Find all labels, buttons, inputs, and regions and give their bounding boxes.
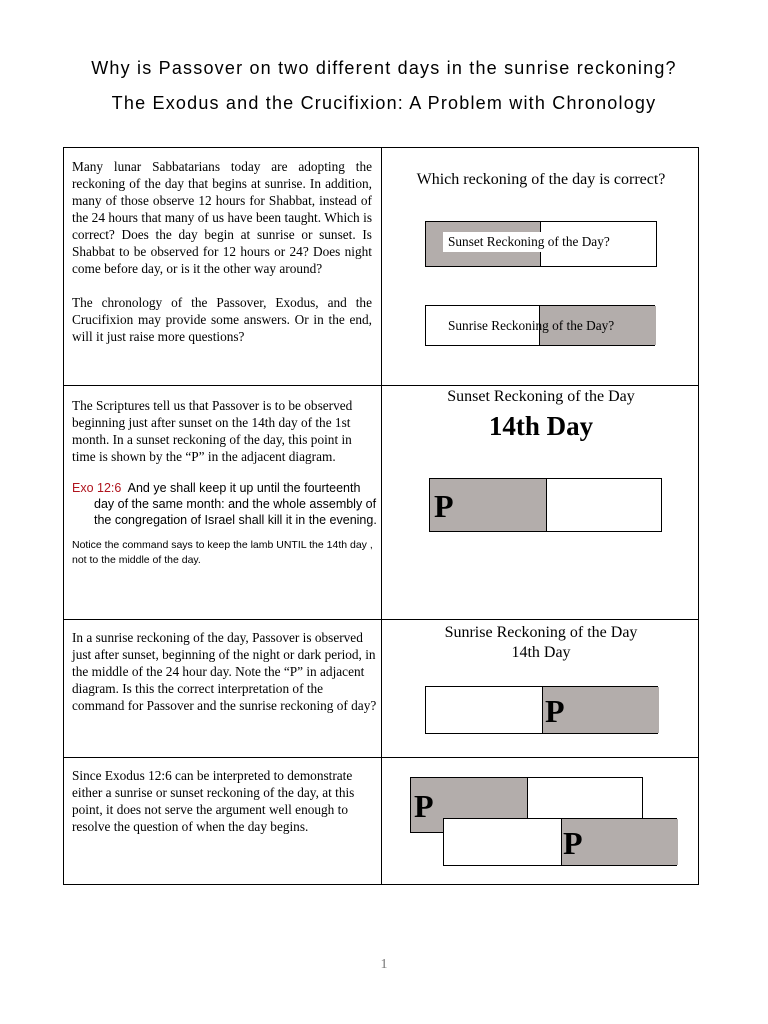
sunset-reckoning-diagram	[425, 221, 657, 267]
row-divider-1	[64, 385, 698, 386]
column-divider	[381, 148, 382, 884]
diagram-midline	[546, 479, 547, 531]
row2-text	[72, 397, 377, 568]
row2-paragraph-1: The Scriptures tell us that Passover is to be observed beginning just after sunset on the 14th day of the 1st month. In a sunset reckoning of the day, this point in time is shown by the “P” in the adjacent diagram.	[72, 398, 353, 464]
row4-sunrise-diagram	[443, 818, 677, 866]
row2-heading: Sunset Reckoning of the Day	[447, 388, 635, 405]
title-line-2: The Exodus and the Crucifixion: A Problem with Chronology	[111, 93, 657, 113]
row1-paragraph-2: The chronology of the Passover, Exodus, and the Crucifixion may provide some answers. Or in the end, will it just raise more questions?	[72, 295, 372, 344]
row3-paragraph-1: In a sunrise reckoning of the day, Passover is observed just after sunset, beginning of the night or dark period, in the middle of the 24 hour day. Note the “P” in adjacent diagram. Is this the correct interpretation of the command for Passover and the sunrise reckoning of day?	[72, 630, 377, 713]
row2-day: 14th Day	[488, 411, 594, 441]
row1-text	[72, 158, 372, 345]
passover-marker: P	[434, 488, 454, 524]
row-divider-3	[64, 757, 698, 758]
row3-day: 14th Day	[511, 644, 571, 661]
content-table	[63, 147, 699, 885]
verse-block	[72, 480, 377, 528]
row1-question: Which reckoning of the day is correct?	[416, 171, 666, 188]
passover-marker-top: P	[414, 788, 434, 824]
row4-paragraph-1: Since Exodus 12:6 can be interpreted to demonstrate either a sunrise or sunset reckoning of the day, at this point, it does not serve the argument well enough to resolve the question of when the day begins.	[72, 768, 355, 834]
page-number: 1	[380, 957, 388, 972]
row3-text	[72, 629, 377, 714]
passover-marker: P	[545, 693, 565, 729]
passover-marker-bottom: P	[563, 825, 583, 861]
title-line-1: Why is Passover on two different days in the sunrise reckoning?	[91, 58, 677, 78]
row3-heading: Sunrise Reckoning of the Day	[444, 624, 638, 641]
verse-reference: Exo 12:6	[72, 481, 122, 495]
row4-text	[72, 767, 377, 835]
diagram-midline	[561, 819, 562, 865]
diagram-midline	[542, 687, 543, 733]
sunrise-reckoning-diagram	[425, 305, 655, 346]
row2-sunset-diagram	[429, 478, 662, 532]
row2-note: Notice the command says to keep the lamb UNTIL the 14th day , not to the middle of the day.	[72, 539, 373, 566]
row1-paragraph-1: Many lunar Sabbatarians today are adopting the reckoning of the day that begins at sunrise. In addition, many of those observe 12 hours for Shabbat, instead of the 24 hours that many of us have been taught. Which is correct? Does the day begin at sunrise or sunset. Is Shabbat to be observed for 12 hours or 24? Does night come before day, or is it the other way around?	[72, 159, 372, 276]
sunrise-reckoning-label: Sunrise Reckoning of the Day?	[448, 318, 615, 333]
sunset-reckoning-label: Sunset Reckoning of the Day?	[443, 232, 648, 252]
row-divider-2	[64, 619, 698, 620]
row3-sunrise-diagram	[425, 686, 658, 734]
verse-text: And ye shall keep it up until the fourteenth day of the same month: and the whole assembly of the congregation of Israel shall kill it in the evening.	[94, 481, 377, 527]
